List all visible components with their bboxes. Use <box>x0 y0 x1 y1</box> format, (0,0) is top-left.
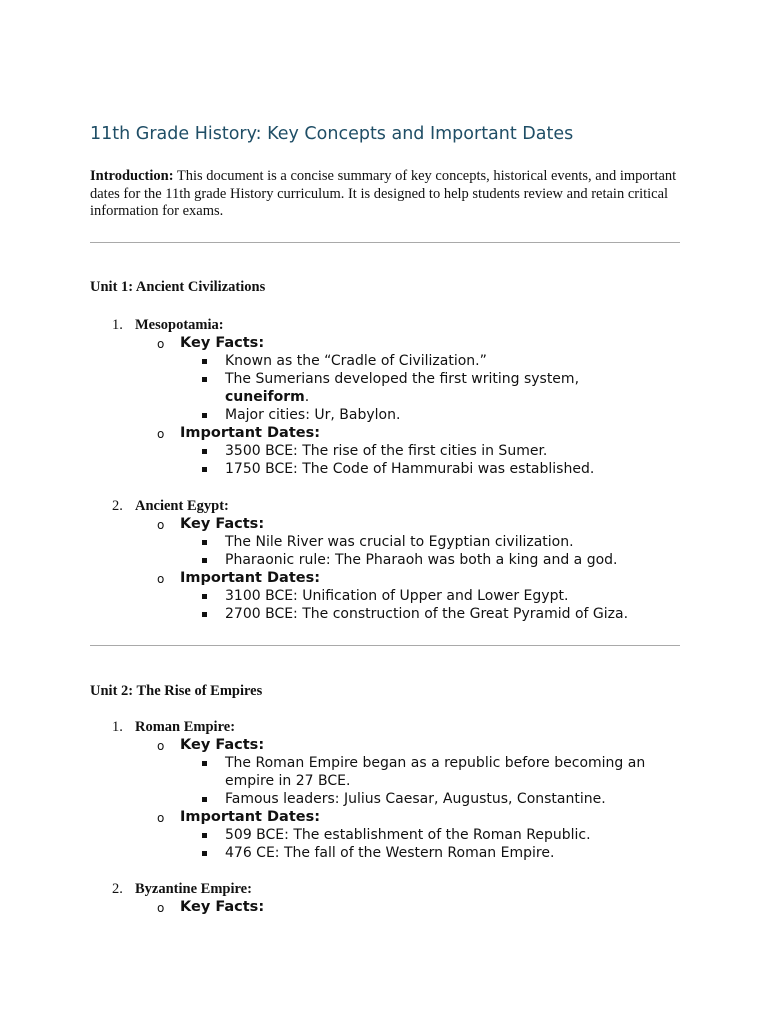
list-item: 3100 BCE: Unification of Upper and Lower Egypt. <box>180 587 680 605</box>
topic-mesopotamia <box>90 316 680 478</box>
topic-name: Byzantine Empire: <box>135 880 252 897</box>
topic-number: 1. <box>112 718 123 735</box>
important-dates-list <box>180 826 680 862</box>
important-dates-heading: Important Dates: <box>180 808 321 825</box>
unit-1-topic-list <box>90 316 680 623</box>
important-dates-list <box>180 587 680 623</box>
list-item: Famous leaders: Julius Caesar, Augustus, Constantine. <box>180 790 680 808</box>
topic-name: Mesopotamia: <box>135 316 224 333</box>
list-item: Major cities: Ur, Babylon. <box>180 406 680 424</box>
important-dates-group <box>135 808 680 862</box>
square-bullet-icon <box>202 449 207 454</box>
topic-name: Roman Empire: <box>135 718 236 735</box>
key-facts-list <box>180 754 680 808</box>
square-bullet-icon <box>202 612 207 617</box>
key-facts-heading: Key Facts: <box>180 898 265 915</box>
key-facts-group <box>135 515 680 569</box>
list-item: The Roman Empire began as a republic before becoming an empire in 27 BCE. <box>180 754 665 790</box>
circle-bullet-icon: o <box>157 738 165 753</box>
topic-number: 1. <box>112 316 123 333</box>
key-facts-list <box>180 352 680 424</box>
key-facts-heading: Key Facts: <box>180 515 265 532</box>
circle-bullet-icon: o <box>157 426 165 441</box>
key-facts-heading: Key Facts: <box>180 334 265 351</box>
important-dates-group <box>135 424 680 478</box>
circle-bullet-icon: o <box>157 900 165 915</box>
section-divider <box>90 645 680 646</box>
document-content <box>90 122 680 916</box>
square-bullet-icon <box>202 540 207 545</box>
circle-bullet-icon: o <box>157 336 165 351</box>
circle-bullet-icon: o <box>157 810 165 825</box>
topic-roman-empire <box>90 718 680 862</box>
key-facts-group <box>135 898 680 916</box>
circle-bullet-icon: o <box>157 571 165 586</box>
topic-name: Ancient Egypt: <box>135 497 229 514</box>
list-item: 509 BCE: The establishment of the Roman Republic. <box>180 826 680 844</box>
section-divider <box>90 242 680 243</box>
important-dates-heading: Important Dates: <box>180 569 321 586</box>
list-item: Pharaonic rule: The Pharaoh was both a king and a god. <box>180 551 680 569</box>
topic-byzantine-empire <box>90 880 680 916</box>
topic-number: 2. <box>112 880 123 897</box>
square-bullet-icon <box>202 797 207 802</box>
important-dates-list <box>180 442 680 478</box>
list-item: 1750 BCE: The Code of Hammurabi was established. <box>180 460 680 478</box>
square-bullet-icon <box>202 467 207 472</box>
key-facts-heading: Key Facts: <box>180 736 265 753</box>
introduction-label: Introduction: <box>90 168 174 184</box>
unit-1-title: Unit 1: Ancient Civilizations <box>90 278 266 295</box>
unit-2-section <box>90 682 680 916</box>
square-bullet-icon <box>202 851 207 856</box>
square-bullet-icon <box>202 377 207 382</box>
square-bullet-icon <box>202 413 207 418</box>
important-dates-group <box>135 569 680 623</box>
list-item: 3500 BCE: The rise of the first cities in Sumer. <box>180 442 680 460</box>
unit-2-title: Unit 2: The Rise of Empires <box>90 682 263 699</box>
square-bullet-icon <box>202 761 207 766</box>
topic-ancient-egypt <box>90 497 680 623</box>
unit-2-topic-list <box>90 718 680 916</box>
square-bullet-icon <box>202 833 207 838</box>
introduction-paragraph <box>90 168 680 221</box>
document-title: 11th Grade History: Key Concepts and Important Dates <box>90 124 574 144</box>
square-bullet-icon <box>202 359 207 364</box>
key-facts-list <box>180 533 680 569</box>
square-bullet-icon <box>202 558 207 563</box>
introduction-text: This document is a concise summary of key concepts, historical events, and important dates for the 11th grade History curriculum. It is designed to help students review and retain critical information for exams. <box>90 168 677 219</box>
unit-1-section <box>90 278 680 623</box>
key-facts-group <box>135 334 680 424</box>
square-bullet-icon <box>202 594 207 599</box>
topic-number: 2. <box>112 497 123 514</box>
circle-bullet-icon: o <box>157 517 165 532</box>
list-item: The Sumerians developed the first writing system, cuneiform. <box>180 370 680 406</box>
bold-term: cuneiform <box>225 388 305 405</box>
list-item: The Nile River was crucial to Egyptian civilization. <box>180 533 680 551</box>
list-item: 476 CE: The fall of the Western Roman Empire. <box>180 844 680 862</box>
list-item: 2700 BCE: The construction of the Great Pyramid of Giza. <box>180 605 680 623</box>
important-dates-heading: Important Dates: <box>180 424 321 441</box>
list-item: Known as the “Cradle of Civilization.” <box>180 352 680 370</box>
key-facts-group <box>135 736 680 808</box>
